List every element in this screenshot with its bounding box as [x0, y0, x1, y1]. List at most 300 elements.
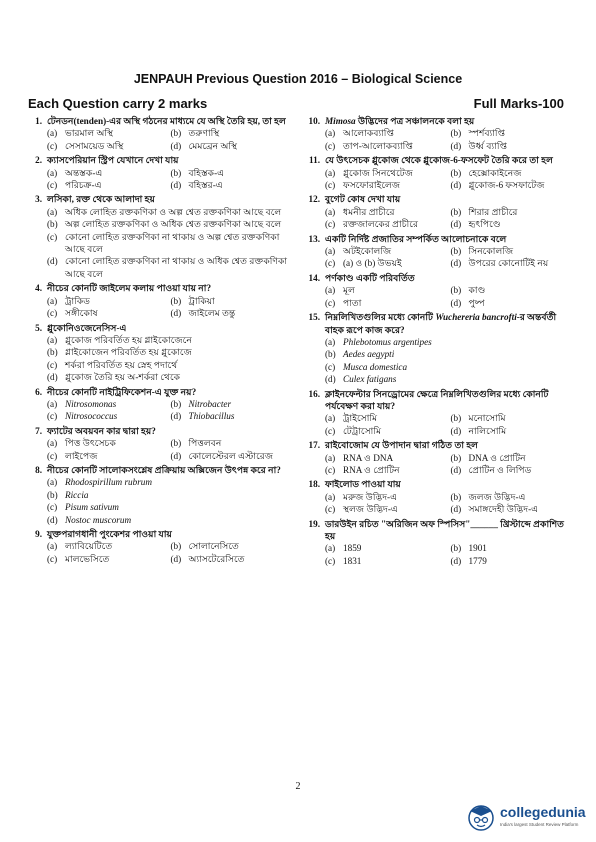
option-text: সমাঙ্গদেহী উদ্ভিদ-এ	[468, 504, 539, 515]
question-text: ক্যাসপেরিয়ান স্ট্রিপ যেখানে দেখা যায়	[47, 155, 179, 166]
option-text: ভারমাল অস্থি	[65, 128, 114, 139]
option-letter: (d)	[450, 464, 462, 475]
options-group	[47, 398, 290, 423]
collegedunia-logo	[466, 800, 592, 834]
answer-option	[325, 361, 572, 373]
question-text: যে উৎসেচক গ্লুকোজ থেকে গ্লুকোজ-6-ফসফেট তৈরি করে তা হল	[325, 155, 553, 166]
answer-option	[451, 179, 573, 191]
question-column-left	[28, 115, 290, 567]
answer-option	[325, 179, 447, 191]
option-letter: (a)	[47, 398, 58, 409]
question-text: বুগেট কোষ দেখা যায়	[325, 194, 401, 205]
option-text: রক্তজালকের প্রাচীরে	[343, 219, 419, 230]
question-number: 14.	[308, 272, 320, 283]
question-number: 9.	[35, 529, 42, 539]
option-letter: (c)	[325, 297, 336, 308]
option-letter: (d)	[450, 140, 462, 151]
option-letter: (b)	[47, 489, 58, 500]
question-stem	[306, 193, 572, 205]
option-letter: (b)	[170, 398, 182, 409]
option-text: কোলেস্টেরল এস্টারেজ	[188, 450, 274, 461]
page-number: 2	[295, 781, 301, 792]
answer-option	[451, 218, 573, 230]
option-text: পরিচক্র-এ	[65, 180, 102, 191]
option-letter: (d)	[170, 411, 182, 422]
option-text: অল্প লোহিত রক্তকণিকা ও অধিক শ্বেত রক্তকণিকা আছে বলে	[65, 219, 282, 230]
option-text: কাণ্ড	[468, 285, 486, 296]
option-letter: (a)	[325, 246, 336, 257]
option-letter: (d)	[170, 553, 182, 564]
question-item	[306, 478, 572, 515]
question-text: লসিকা, রক্ত থেকে আলাদা হয়	[47, 194, 155, 205]
question-stem	[28, 115, 290, 127]
option-text: গ্লুকোজ পরিবর্তিত হয় গ্লাইকোজেনে	[65, 334, 192, 345]
option-letter: (b)	[170, 541, 182, 552]
options-group	[47, 295, 290, 320]
options-group	[47, 476, 290, 526]
option-letter: (d)	[170, 180, 182, 191]
option-text: Aedes aegypti	[343, 349, 395, 360]
option-text: 1831	[343, 555, 362, 566]
question-number: 8.	[35, 464, 42, 475]
option-letter: (d)	[325, 374, 336, 385]
question-text: নীচের কোনটি জাইলেম কলায় পাওয়া যায় না?	[47, 283, 212, 294]
option-letter: (a)	[47, 477, 58, 488]
answer-option	[47, 295, 167, 307]
question-number: 5.	[35, 322, 42, 333]
option-text: Culex fatigans	[343, 374, 397, 385]
answer-option	[325, 542, 447, 554]
answer-option	[171, 140, 291, 152]
option-text: স্থলজ উদ্ভিদ-এ	[343, 504, 398, 515]
option-letter: (c)	[47, 180, 58, 191]
option-text: ল্যাবিয়েটিতে	[65, 541, 113, 552]
question-number: 1.	[35, 116, 42, 126]
option-text: মালভেসিতে	[65, 553, 110, 564]
answer-option	[47, 398, 167, 410]
option-text: শিরার প্রাচীরে	[468, 206, 518, 217]
answer-option	[451, 140, 573, 152]
option-text: হেক্সোকাইনেজ	[468, 167, 522, 178]
option-letter: (c)	[325, 180, 336, 191]
answer-option	[325, 218, 447, 230]
option-letter: (a)	[47, 334, 58, 345]
options-group	[47, 437, 290, 462]
option-text: ট্রাইসোমি	[343, 413, 378, 424]
full-marks: Full Marks-100	[473, 96, 564, 111]
question-text: ফ্যাটের অবয়বন কার দ্বারা হয়?	[47, 425, 156, 436]
option-text: অধিক লোহিত রক্তকণিকা ও অল্প শ্বেত রক্তকণিকা আছে বলে	[65, 206, 282, 217]
options-group	[47, 167, 290, 192]
answer-option	[325, 491, 447, 503]
option-text: DNA ও প্রোটিন	[468, 452, 526, 463]
question-stem	[28, 425, 290, 437]
answer-option	[451, 257, 573, 269]
question-number: 7.	[35, 425, 42, 436]
option-text: Nostoc muscorum	[65, 514, 132, 525]
answer-option	[451, 284, 573, 296]
answer-option	[47, 346, 290, 358]
option-letter: (c)	[325, 464, 336, 475]
option-letter: (b)	[47, 219, 58, 230]
option-letter: (d)	[450, 180, 462, 191]
logo-tagline: India's largest Student Review Platform	[500, 822, 579, 827]
option-letter: (c)	[325, 219, 336, 230]
option-text: অটইকোলজি	[343, 246, 392, 257]
option-letter: (a)	[325, 452, 336, 463]
option-letter: (d)	[450, 555, 462, 566]
answer-option	[47, 231, 290, 256]
option-text: উর্ধ্ব ব্যাপ্তি	[468, 140, 508, 151]
question-item	[306, 272, 572, 309]
question-item	[28, 322, 290, 384]
option-text: প্রোটিন ও লিপিড	[468, 464, 532, 475]
question-stem	[28, 528, 290, 540]
option-text: পিত্তলবন	[188, 438, 222, 449]
option-letter: (c)	[47, 140, 58, 151]
option-text: সেসাময়েড অস্থি	[65, 140, 124, 151]
option-letter: (c)	[47, 359, 58, 370]
option-text: লাইপেজ	[65, 450, 98, 461]
option-text: গ্লুকোজ-6 ফসফাটেজ	[468, 180, 545, 191]
option-letter: (b)	[47, 347, 58, 358]
answer-option	[171, 450, 291, 462]
question-stem	[28, 193, 290, 205]
option-letter: (a)	[325, 413, 336, 424]
options-group	[325, 206, 572, 231]
answer-option	[47, 255, 290, 280]
question-stem	[28, 154, 290, 166]
answer-option	[325, 297, 447, 309]
option-letter: (c)	[325, 555, 336, 566]
option-letter: (b)	[450, 167, 462, 178]
question-stem	[306, 518, 572, 543]
options-group	[325, 284, 572, 309]
answer-option	[451, 127, 573, 139]
graduate-mascot-icon	[466, 802, 496, 832]
answer-option	[47, 540, 167, 552]
option-letter: (a)	[325, 128, 336, 139]
answer-option	[325, 452, 447, 464]
option-text: Riccia	[65, 489, 89, 500]
question-stem	[28, 322, 290, 334]
question-text: ডারউইন রচিত "অরিজিন অফ স্পিসিস"______ খ্রিস্টাব্দে প্রকাশিত হয়	[325, 518, 565, 541]
question-text: নীচের কোনটি নাইট্রিফিকেশন-এ যুক্ত নয়?	[47, 386, 197, 397]
question-item	[306, 233, 572, 270]
question-number: 13.	[308, 233, 320, 244]
question-number: 4.	[35, 283, 42, 294]
question-item	[28, 528, 290, 565]
option-text: জাইলেম তন্তু	[188, 308, 236, 319]
answer-option	[171, 167, 291, 179]
option-letter: (d)	[170, 308, 182, 319]
option-letter: (d)	[450, 425, 462, 436]
question-item	[28, 425, 290, 462]
answer-option	[451, 555, 573, 567]
option-text: সোলানেসিতে	[188, 541, 239, 552]
option-text: পাতা	[343, 297, 362, 308]
answer-option	[47, 410, 167, 422]
answer-option	[325, 245, 447, 257]
question-item	[28, 154, 290, 191]
options-group	[47, 540, 290, 565]
option-text: Pisum sativum	[65, 502, 119, 513]
option-letter: (a)	[47, 438, 58, 449]
answer-option	[47, 476, 290, 488]
option-text: মনোসোমি	[468, 413, 506, 424]
option-letter: (a)	[325, 336, 336, 347]
options-group	[325, 167, 572, 192]
option-letter: (d)	[47, 514, 58, 525]
answer-option	[325, 464, 447, 476]
answer-option	[47, 553, 167, 565]
answer-option	[47, 450, 167, 462]
question-number: 2.	[35, 155, 42, 166]
option-text: ফসফোরাইলেজ	[343, 180, 401, 191]
answer-option	[325, 555, 447, 567]
question-text: পর্ণকাণ্ড একটি পরিবর্তিত	[325, 272, 415, 283]
question-stem	[306, 478, 572, 490]
option-letter: (d)	[47, 372, 58, 383]
answer-option	[171, 127, 291, 139]
question-number: 6.	[35, 386, 42, 397]
question-text: Mimosa উদ্ভিদের পত্র সঞ্চালনকে বলা হয়	[325, 116, 475, 126]
option-text: হৃৎপিণ্ডে	[468, 219, 501, 230]
option-text: অন্তস্তক-এ	[65, 167, 103, 178]
question-number: 16.	[308, 388, 320, 399]
answer-option	[47, 489, 290, 501]
question-item	[306, 439, 572, 476]
option-text: শর্করা পরিবর্তিত হয় স্নেহ পদার্থে	[65, 359, 178, 370]
question-text: ক্লাইনফেল্টার সিনড্রোমের ক্ষেত্রে নিম্নলিখিতগুলির মধ্যে কোনটি পর্যবেক্ষণ করা যায়?	[325, 388, 549, 411]
option-text: আলোকব্যাপ্তি	[343, 128, 394, 139]
question-number: 12.	[308, 194, 320, 205]
option-letter: (c)	[47, 231, 58, 242]
question-text: নিম্নলিখিতগুলির মধ্যে কোনটি Wuchereria bancrofti-র অন্তর্বর্তী বাহক রূপে কাজ করে?	[325, 312, 557, 335]
option-letter: (c)	[325, 140, 336, 151]
answer-option	[171, 398, 291, 410]
option-text: পুষ্প	[468, 297, 485, 308]
option-text: 1901	[468, 543, 487, 554]
option-letter: (b)	[450, 543, 462, 554]
option-letter: (b)	[450, 491, 462, 502]
option-text: Phlebotomus argentipes	[343, 336, 432, 347]
answer-option	[171, 540, 291, 552]
answer-option	[47, 127, 167, 139]
option-text: RNA ও DNA	[343, 452, 394, 463]
option-text: ধমনীর প্রাচীরে	[343, 206, 395, 217]
option-letter: (d)	[170, 450, 182, 461]
option-text: 1859	[343, 543, 362, 554]
answer-option	[47, 218, 290, 230]
options-group	[325, 491, 572, 516]
question-stem	[306, 388, 572, 413]
option-text: RNA ও প্রোটিন	[343, 464, 400, 475]
answer-option	[451, 542, 573, 554]
options-group	[325, 542, 572, 567]
option-letter: (b)	[170, 295, 182, 306]
option-text: জলজ উদ্ভিদ-এ	[468, 491, 526, 502]
option-text: তাপ-আলোকব্যাপ্তি	[343, 140, 413, 151]
option-letter: (a)	[47, 167, 58, 178]
question-item	[28, 386, 290, 423]
question-item	[306, 518, 572, 568]
question-stem	[306, 311, 572, 336]
answer-option	[47, 179, 167, 191]
question-item	[28, 115, 290, 152]
option-letter: (b)	[170, 438, 182, 449]
question-stem	[306, 233, 572, 245]
option-text: মূল	[343, 285, 355, 296]
option-letter: (d)	[450, 297, 462, 308]
answer-option	[325, 336, 572, 348]
option-text: তরুণাস্থি	[188, 128, 220, 139]
option-text: গ্লুকোজ সিনথেটেজ	[343, 167, 414, 178]
option-letter: (b)	[325, 349, 336, 360]
answer-option	[325, 348, 572, 360]
question-stem	[28, 464, 290, 476]
answer-option	[451, 167, 573, 179]
question-text: গ্লুকোনিওজেনেসিস-এ	[47, 322, 127, 333]
answer-option	[451, 503, 573, 515]
option-text: বহিস্তর-এ	[188, 180, 223, 191]
answer-option	[47, 140, 167, 152]
option-letter: (b)	[450, 128, 462, 139]
option-letter: (c)	[47, 411, 58, 422]
option-letter: (c)	[47, 553, 58, 564]
answer-option	[47, 501, 290, 513]
options-group	[325, 127, 572, 152]
option-letter: (a)	[325, 543, 336, 554]
answer-option	[451, 491, 573, 503]
option-letter: (b)	[450, 246, 462, 257]
question-item	[28, 464, 290, 526]
option-text: টেট্রাসোমি	[343, 425, 382, 436]
option-letter: (a)	[47, 541, 58, 552]
question-number: 17.	[308, 440, 320, 451]
option-letter: (b)	[450, 206, 462, 217]
answer-option	[325, 373, 572, 385]
question-number: 10.	[308, 116, 320, 126]
marks-per-question: Each Question carry 2 marks	[28, 96, 208, 111]
option-letter: (a)	[47, 128, 58, 139]
answer-option	[325, 140, 447, 152]
options-group	[325, 336, 572, 386]
option-text: Nitrosomonas	[65, 398, 117, 409]
options-group	[47, 127, 290, 152]
question-number: 11.	[309, 155, 320, 166]
option-letter: (d)	[450, 219, 462, 230]
option-letter: (c)	[325, 258, 336, 269]
option-text: কোনো লোহিত রক্তকণিকা না থাকায় ও অধিক শ্বেত রক্তকণিকা আছে বলে	[65, 256, 288, 279]
question-item	[28, 193, 290, 280]
question-stem	[28, 282, 290, 294]
option-text: স্পর্শব্যাপ্তি	[468, 128, 506, 139]
option-text: মরুজ উদ্ভিদ-এ	[343, 491, 398, 502]
option-letter: (d)	[450, 504, 462, 515]
option-text: Rhodospirillum rubrum	[65, 477, 153, 488]
answer-option	[325, 425, 447, 437]
option-text: কোনো লোহিত রক্তকণিকা না থাকায় ও অল্প শ্বেত রক্তকণিকা আছে বলে	[65, 231, 280, 255]
answer-option	[171, 410, 291, 422]
answer-option	[451, 452, 573, 464]
option-text: উপরের কোনোটিই নয়	[468, 258, 549, 269]
option-text: 1779	[468, 555, 487, 566]
option-text: বহিস্তক-এ	[188, 167, 225, 178]
answer-option	[171, 179, 291, 191]
option-letter: (b)	[450, 285, 462, 296]
answer-option	[47, 514, 290, 526]
answer-option	[451, 245, 573, 257]
option-letter: (a)	[47, 295, 58, 306]
answer-option	[325, 257, 447, 269]
question-number: 3.	[35, 194, 42, 205]
answer-option	[451, 297, 573, 309]
option-letter: (b)	[450, 452, 462, 463]
option-text: (a) ও (b) উভয়ই	[343, 258, 402, 269]
option-letter: (c)	[325, 361, 336, 372]
option-text: নালিসোমি	[468, 425, 507, 436]
option-letter: (a)	[325, 167, 336, 178]
option-text: Thiobacillus	[188, 411, 235, 422]
question-stem	[306, 272, 572, 284]
question-text: নীচের কোনটি সালোকসংশ্লেষ প্রক্রিয়ায় অক্সিজেন উৎপন্ন করে না?	[47, 464, 281, 475]
question-stem	[28, 386, 290, 398]
option-letter: (a)	[325, 285, 336, 296]
answer-option	[325, 503, 447, 515]
question-text: টেনডন(tenden)-এর অস্থি গঠনের মাধ্যমে যে অস্থি তৈরি হয়, তা হল	[47, 116, 286, 126]
option-text: গ্লুকোজ তৈরি হয় অ-শর্করা থেকে	[65, 372, 181, 383]
question-item	[306, 193, 572, 230]
question-text: যুক্তপরাগধানী পুংকেশর পাওয়া যায়	[47, 529, 172, 539]
option-text: Nitrosococcus	[65, 411, 118, 422]
question-text: ফাইলোড পাওয়া যায়	[325, 479, 401, 490]
question-number: 15.	[308, 312, 320, 323]
question-stem	[306, 439, 572, 451]
answer-option	[171, 295, 291, 307]
option-letter: (b)	[170, 167, 182, 178]
options-group	[47, 206, 290, 280]
option-text: গ্লাইকোজেন পরিবর্তিত হয় গ্লুকোজে	[65, 347, 192, 358]
option-letter: (b)	[450, 413, 462, 424]
option-text: Musca domestica	[343, 361, 408, 372]
answer-option	[47, 334, 290, 346]
question-item	[306, 115, 572, 152]
answer-option	[325, 284, 447, 296]
answer-option	[47, 371, 290, 383]
answer-option	[325, 412, 447, 424]
options-group	[325, 245, 572, 270]
options-group	[325, 412, 572, 437]
option-letter: (a)	[325, 206, 336, 217]
answer-option	[47, 359, 290, 371]
option-letter: (d)	[450, 258, 462, 269]
answer-option	[451, 425, 573, 437]
answer-option	[47, 167, 167, 179]
option-letter: (d)	[47, 256, 58, 267]
option-letter: (a)	[325, 491, 336, 502]
answer-option	[325, 167, 447, 179]
answer-option	[47, 206, 290, 218]
answer-option	[171, 437, 291, 449]
question-item	[306, 388, 572, 438]
option-text: ট্রাকিড	[65, 295, 91, 306]
page-title: JENPAUH Previous Question 2016 – Biological Science	[133, 72, 463, 86]
options-group	[325, 452, 572, 477]
question-item	[306, 311, 572, 385]
option-letter: (c)	[47, 450, 58, 461]
options-group	[47, 334, 290, 384]
